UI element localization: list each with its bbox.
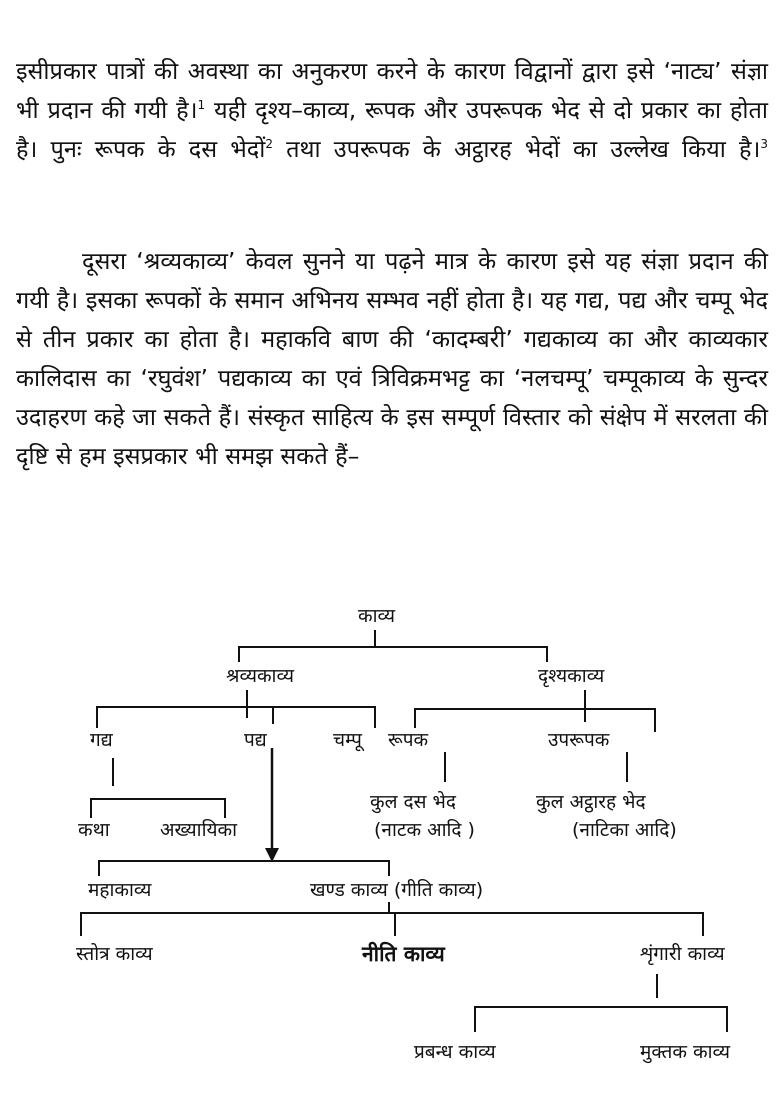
connector-line bbox=[394, 912, 396, 936]
uparoopak-note-2: (नाटिका आदि) bbox=[572, 819, 677, 841]
node-champu: चम्पू bbox=[333, 729, 362, 751]
p1-line-4b: तथा उपरूपक के अट्ठारह भेदों का उल्लेख किया है। bbox=[273, 135, 761, 163]
node-mahakavya: महाकाव्य bbox=[88, 879, 152, 901]
node-gadya: गद्य bbox=[90, 729, 113, 751]
footnote-ref-3: 3 bbox=[760, 137, 768, 152]
connector-line bbox=[474, 1006, 476, 1032]
connector-line bbox=[388, 860, 390, 876]
connector-line bbox=[702, 912, 704, 936]
p1-line-3: रूपक और उपरूपक भेद से दो प्रकार का होता है। पुनः रूपक के bbox=[16, 96, 768, 163]
node-shringari-kavya: शृंगारी काव्य bbox=[640, 943, 725, 965]
p1-line-4a: दस भेदों bbox=[188, 135, 266, 163]
node-akhyayika: अख्यायिका bbox=[160, 819, 238, 841]
p1-line-1: इसीप्रकार पात्रों की अवस्था का अनुकरण करने के कारण विद्वानों bbox=[16, 57, 573, 85]
paragraph-2: दूसरा ‘श्रव्यकाव्य’ केवल सुनने या पढ़ने मात्र के कारण इसे यह संज्ञा प्रदान की गयी है। इसका रूपकों के समान अभिनय सम्भव नहीं होता है। यह गद्य, पद्य और चम्पू भेद से तीन प्रकार का होता है। महाकवि बाण की ‘कादम्बरी’ गद्यकाव्य का और काव्यकार कालिदास का ‘रघुवंश’ पद्यकाव्य का एवं त्रिविक्रमभट्ट का ‘नलचम्पू’ चम्पूकाव्य के सुन्दर उदाहरण कहे जा सकते हैं। संस्कृत साहित्य के इस सम्पूर्ण विस्तार को संक्षेप में सरलता की दृष्टि से हम इसप्रकार भी समझ सकते हैं– bbox=[16, 247, 768, 470]
footnote-ref-1: 1 bbox=[197, 98, 206, 113]
connector-line bbox=[726, 1006, 728, 1032]
connector-line bbox=[474, 1006, 728, 1008]
node-muktak-kavya: मुक्तक काव्य bbox=[640, 1041, 731, 1063]
node-uparoopak: उपरूपक bbox=[548, 729, 610, 751]
node-roopak: रूपक bbox=[388, 729, 429, 751]
connector-line bbox=[98, 860, 390, 862]
connector-line bbox=[98, 860, 100, 876]
node-katha: कथा bbox=[78, 819, 110, 841]
connector-line bbox=[80, 912, 704, 914]
node-shravya-kavya: श्रव्यकाव्य bbox=[226, 665, 295, 687]
p1-line-2b: यही दृश्य–काव्य, bbox=[205, 96, 357, 124]
connector-line bbox=[656, 974, 658, 998]
node-stotra-kavya: स्तोत्र काव्य bbox=[76, 943, 153, 965]
connector-line bbox=[80, 912, 82, 936]
footnote-ref-2: 2 bbox=[265, 137, 274, 152]
p1-line-2a: द्वारा इसे ‘नाट्य’ संज्ञा भी प्रदान की गयी है। bbox=[16, 57, 768, 124]
node-padya: पद्य bbox=[244, 729, 267, 751]
roopak-note-1: कुल दस भेद bbox=[370, 791, 456, 813]
roopak-note-2: (नाटक आदि ) bbox=[374, 819, 475, 841]
node-khandkavya: खण्ड काव्य (गीति काव्य) bbox=[310, 879, 484, 901]
node-neeti-kavya: नीति काव्य bbox=[362, 942, 445, 966]
uparoopak-note-1: कुल अट्ठारह भेद bbox=[536, 791, 646, 813]
node-prabandh-kavya: प्रबन्ध काव्य bbox=[414, 1041, 496, 1063]
node-drishya-kavya: दृश्यकाव्य bbox=[538, 665, 605, 687]
node-kavya: काव्य bbox=[358, 605, 396, 627]
